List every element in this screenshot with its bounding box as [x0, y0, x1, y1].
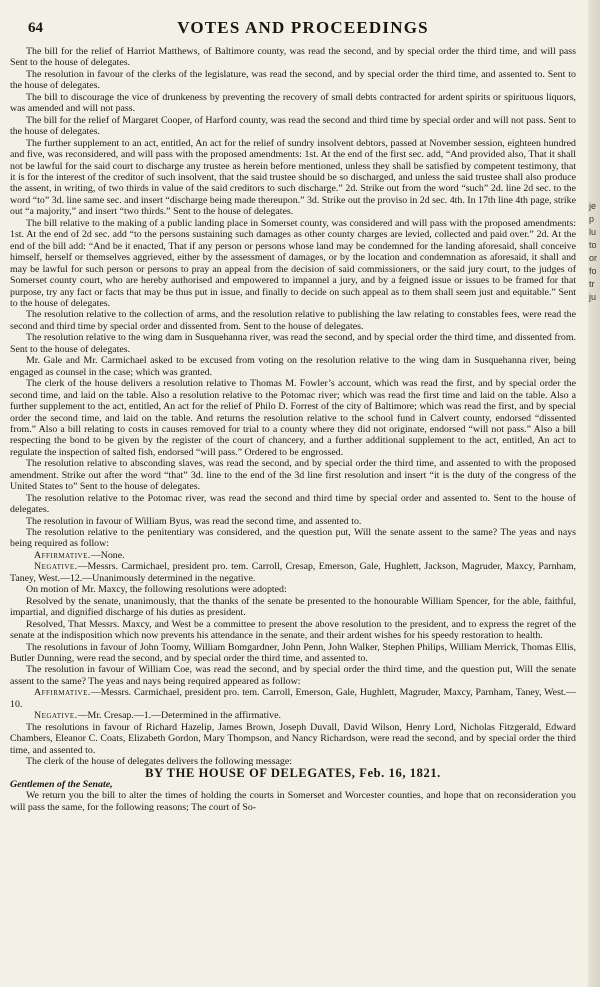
- adjacent-page-fragments: [589, 200, 599, 304]
- paragraph: Mr. Gale and Mr. Carmichael asked to be excused from voting on the resolution relative to the wing dam in Susquehanna river, being engaged as counsel in the case; which was granted.: [10, 355, 576, 378]
- edge-fragment: or: [589, 253, 598, 263]
- paragraph: On motion of Mr. Maxcy, the following resolutions were adopted:: [26, 584, 287, 596]
- vote-affirmative: [10, 687, 576, 710]
- edge-fragment: p: [589, 214, 595, 224]
- edge-fragment: fo: [589, 266, 597, 276]
- paragraph: The resolution relative to the wing dam in Susquehanna river, was read the second, and by special order the third time, and dissented from. Sent to the house of delegates.: [10, 332, 576, 355]
- paragraph: The resolution in favour of William Coe, was read the second, and by special order the third time, and the question put, Will the senate assent to the same? The yeas and nays being required appeared as follow:: [10, 664, 576, 687]
- running-title: VOTES AND PROCEEDINGS: [177, 18, 429, 37]
- page-number: 64: [28, 20, 43, 36]
- edge-fragment: je: [589, 201, 597, 211]
- paragraph: The resolution relative to absconding slaves, was read the second, and by special order the third time, and assented to with the proposed amendment. Strike out after the word “that” 3d. line to the end of the 3d line first resolution and insert “it is the duty of the congress of the United States to” Sent to the house of delegates.: [10, 458, 576, 493]
- paragraph: The bill to discourage the vice of drunkeness by preventing the recovery of small debts contracted for ardent spirits or spirituous liquors, was amended and will not pass.: [10, 91, 576, 115]
- page-header: [28, 18, 578, 40]
- paragraph: The further supplement to an act, entitled, An act for the relief of sundry insolvent debtors, passed at November session, eighteen hundred and five, was reconsidered, and will pass with the proposed amendments: 1st. At the end of the first sec. add, “And provided also, That it shall not be lawful for the said court to discharge any trustee as herein before mentioned, unless they shall be satisfied by competent testimony, that it is for the interest of the creditor of such insolvent, that the said trustee should be so discharged, and unless the said trustee shall also produce the assent, in writing, of two thirds in value of the said creditors to such discharge.” 2d. Strike out from the word “such” 2d. line 2d sec. to the word “to” 3d. line same sec. and insert “discharge being made thereupon.” 3d. Strike out the proviso in 2d sec. 4th. In 17th line 4th page, strike out “a majority,” and insert “two thirds.” Sent to the house of delegates.: [10, 137, 576, 218]
- paragraph: The clerk of the house delivers a resolution relative to Thomas M. Fowler’s account, which was read the first, and by special order the second time, and laid on the table. Also a resolution relative to the Potomac river; which was read the first time and laid on the table. Also a further supplement to the act, entitled, An act for the relief of Philo D. Forrest of the city of Baltimore; which was read the first, and by special order the second time, and laid on the table. And returns the resolution relative to the school fund in Calvert county, endorsed “dissented from.” Also a bill relating to costs in causes removed for trial to a county where they did not originate, endorsed “will not pass.” Also a bill respecting the bond to be given by the register of the court of chancery, and a further additional supplement to the act, entitled, An act to regulate the inspection of salted fish, endorsed “will pass.” Ordered to be engrossed.: [10, 378, 576, 458]
- paragraph: The resolution in favour of the clerks of the legislature, was read the second, and by special order the third time, and assented to. Sent to the house of delegates.: [10, 68, 576, 92]
- paragraph: The resolution in favour of William Byus, was read the second time, and assented to.: [26, 515, 362, 527]
- vote-negative: [10, 710, 576, 721]
- edge-fragment: to: [589, 240, 597, 250]
- edge-fragment: ju: [589, 292, 597, 302]
- body-text: [10, 46, 576, 813]
- message-paragraph: We return you the bill to alter the times of holding the courts in Somerset and Worcester counties, and hope that on reconsideration you will pass the same, for the following reasons; The court of So-: [10, 790, 576, 813]
- paragraph: The bill for the relief of Margaret Cooper, of Harford county, was read the second and third time by special order and will not pass. Sent to the house of delegates.: [10, 114, 576, 138]
- paragraph: The bill for the relief of Harriot Matthews, of Baltimore county, was read the second, and by special order the third time, and will pass Sent to the house of delegates.: [10, 46, 576, 69]
- vote-text: —None.: [90, 549, 125, 561]
- paragraph: Resolved, That Messrs. Maxcy, and West be a committee to present the above resolution to the president, and to express the regret of the senate at the indisposition which now prevents his attendance in the senate, and their ardent wishes for his speedy restoration to health.: [10, 618, 576, 642]
- paragraph: The resolution relative to the collection of arms, and the resolution relative to publishing the law relating to constables fees, were read the second and third time by special order and dissented from. Sent to the house of delegates.: [10, 309, 576, 332]
- vote-affirmative: [10, 550, 576, 561]
- vote-label-negative: Negative.: [34, 710, 78, 722]
- edge-fragment: lu: [589, 227, 597, 237]
- paragraph: The resolution relative to the Potomac river, was read the second and third time by special order and assented to. Sent to the house of delegates.: [10, 492, 576, 516]
- vote-text: —Messrs. Carmichael, president pro. tem. Carroll, Cresap, Emerson, Gale, Hughlett, Jackson, Magruder, Maxcy, Parnham, Taney, West.—12.—Unanimously determined in the negative.: [10, 561, 576, 584]
- vote-label-negative: Negative.: [34, 561, 78, 573]
- vote-label-affirmative: Affirmative.: [34, 549, 91, 561]
- vote-label-affirmative: Affirmative.: [34, 687, 91, 699]
- paragraph: The clerk of the house of delegates delivers the following message:: [26, 756, 292, 768]
- paragraph: Resolved by the senate, unanimously, that the thanks of the senate be presented to the honourable William Spencer, for the able, faithful, impartial, and dignified discharge of his duties as president.: [10, 595, 576, 619]
- message-heading: BY THE HOUSE OF DELEGATES, Feb. 16, 1821.: [145, 765, 441, 780]
- vote-text: —Mr. Cresap.—1.—Determined in the affirmative.: [77, 710, 281, 722]
- adjacent-page-edge: [588, 0, 600, 987]
- salutation-text: Gentlemen of the Senate,: [10, 779, 113, 790]
- salutation: [10, 779, 576, 790]
- edge-fragment: tr: [589, 279, 595, 289]
- vote-negative: [10, 561, 576, 584]
- vote-text: —Messrs. Carmichael, president pro. tem. Carroll, Emerson, Gale, Hughlett, Magruder, Maxcy, Parnham, Taney, West.—10.: [10, 687, 576, 710]
- paragraph: The bill relative to the making of a public landing place in Somerset county, was considered and will pass with the proposed amendments: 1st. At the end of 2d sec. add “to the persons sustaining such damages as other county charges are levied, collected and paid over.” 2d. At the end of the bill add: “And be it enacted, That if any person or persons whose land may be condemned for the landing aforesaid, shall conceive himself, herself or themselves aggrieved, either by the assessment of damages, or by the location and condemnation as aforesaid, it shall and may be lawful for such person or persons to pray an appeal from the decision of said commissioners, or the said jury court, to the judges of Somerset county court, who are hereby authorised and empowered to impannel a jury, and by a feigned issue or issues to be framed for that purpose, try any fact or facts that may be thus put in issue, and finally to decide on such appeal as to them shall seem just and equitable.” Sent to the house of delegates.: [10, 217, 576, 309]
- paragraph: The resolutions in favour of Richard Hazelip, James Brown, Joseph Duvall, David Wilson, Henry Lord, Nicholas Fitzgerald, Edward Chambers, Eleanor C. Coats, Elizabeth Gordon, Mary Thompson, and Nancy Richardson, were read the second, and by special order the third time, and assented to.: [10, 721, 576, 756]
- paragraph: The resolutions in favour of John Toomy, William Bomgardner, John Penn, John Walker, Stephen Philips, William Merrick, Thomas Ellis, Butler Dunning, were read the second, and by special order the third time, and assented to.: [10, 641, 576, 665]
- paragraph: The resolution relative to the penitentiary was considered, and the question put, Will the senate assent to the same? The yeas and nays being required as follow:: [10, 527, 576, 550]
